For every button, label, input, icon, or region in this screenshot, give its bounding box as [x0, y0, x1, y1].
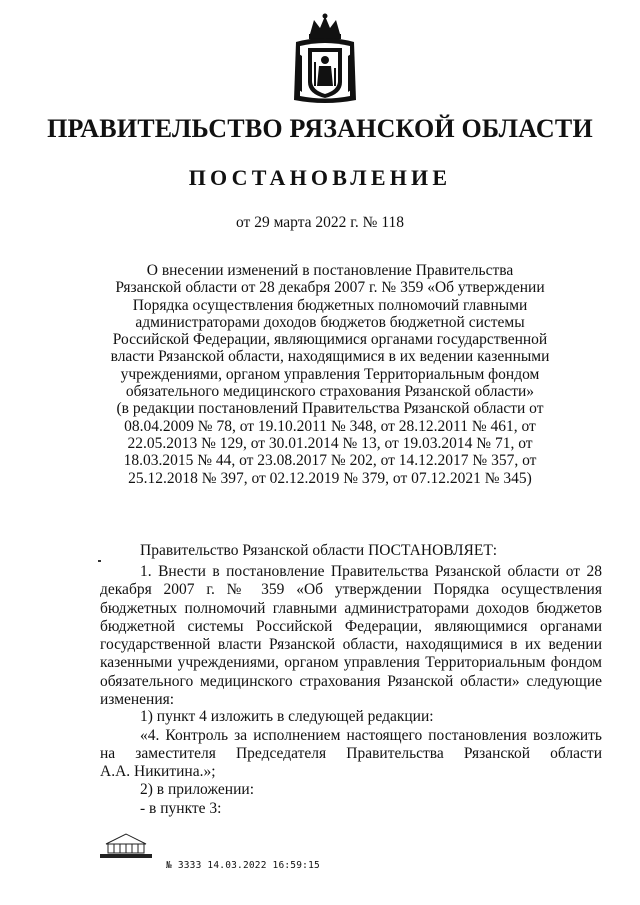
subject-line: Рязанской области от 28 декабря 2007 г. № 359 «Об утверждении: [115, 279, 545, 297]
paragraph-1: 1. Внести в постановление Правительства Рязанской области от 28 декабря 2007 г. № 359 «Об утверждении Порядка осуществления бюджетных полномочий главными администраторами доходов бюджетов бюджетной системы Российской Федерации, являющимися органами государственной власти Рязанской области, находящимися в их ведении казенными учреждениями, органом управления Территориальным фондом обязательного медицинского страхования Рязанской области» следующие изменения:: [100, 563, 602, 709]
subject-line: Порядка осуществления бюджетных полномочий главными: [132, 296, 528, 314]
resolution-intro: Правительство Рязанской области ПОСТАНОВЛЯЕТ:: [140, 542, 498, 559]
document-subject: [100, 262, 560, 487]
subject-line: власти Рязанской области, находящимися в их ведении казенными: [110, 348, 550, 366]
subject-line: О внесении изменений в постановление Правительства: [146, 262, 514, 279]
organization-title: ПРАВИТЕЛЬСТВО РЯЗАНСКОЙ ОБЛАСТИ: [47, 114, 593, 143]
subject-line: 22.05.2013 № 129, от 30.01.2014 № 13, от 19.03.2014 № 71, от: [127, 434, 533, 452]
item-3: - в пункте 3:: [140, 800, 222, 817]
registration-stamp-icon: [96, 832, 156, 860]
subject-line: 18.03.2015 № 44, от 23.08.2017 № 202, от 14.12.2017 № 357, от: [123, 452, 537, 470]
ryazan-coat-of-arms-icon: [290, 12, 360, 108]
subject-line: 25.12.2018 № 397, от 02.12.2019 № 379, от 07.12.2021 № 345): [128, 469, 532, 487]
item-2: 2) в приложении:: [140, 781, 254, 798]
subject-line: учреждениями, органом управления Территориальным фондом: [120, 365, 540, 383]
item-1-quote: «4. Контроль за исполнением настоящего постановления возложить на заместителя Председателя Правительства Рязанской области: [100, 727, 602, 763]
item-1-quote-end: А.А. Никитина.»;: [100, 763, 216, 780]
subject-line: 08.04.2009 № 78, от 19.10.2011 № 348, от 28.12.2011 № 461, от: [124, 417, 536, 435]
subject-line: администраторами доходов бюджетов бюджетной системы: [135, 313, 525, 331]
document-type: ПОСТАНОВЛЕНИЕ: [188, 165, 452, 190]
scan-mark: [98, 560, 101, 562]
subject-line: (в редакции постановлений Правительства Рязанской области от: [116, 400, 544, 418]
registration-number: № 3333 14.03.2022 16:59:15: [166, 860, 320, 871]
document-date-number: от 29 марта 2022 г. № 118: [236, 214, 404, 231]
subject-line: обязательного медицинского страхования Рязанской области»: [125, 383, 535, 401]
subject-line: Российской Федерации, являющимися органами государственной: [112, 331, 548, 349]
item-1: 1) пункт 4 изложить в следующей редакции:: [140, 708, 434, 725]
